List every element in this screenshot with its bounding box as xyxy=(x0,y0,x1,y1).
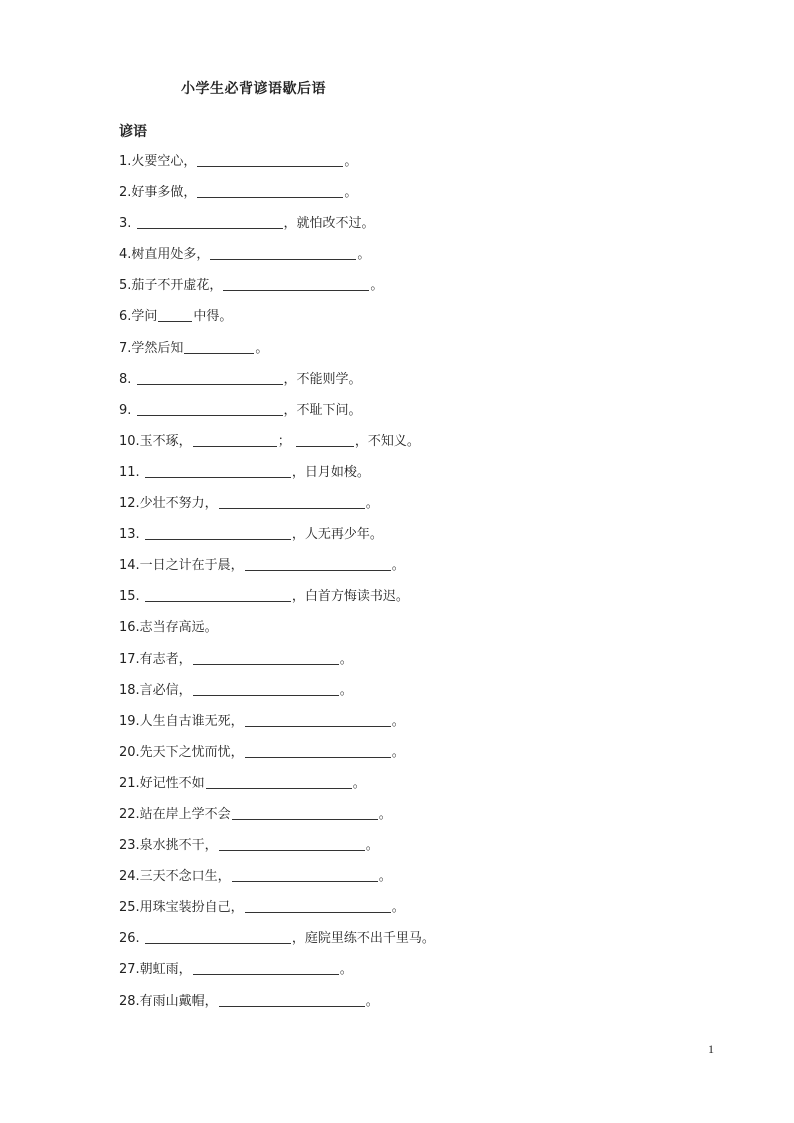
proverb-text: 。 xyxy=(344,154,358,169)
proverb-text: 。 xyxy=(378,869,392,885)
fill-in-blank[interactable] xyxy=(137,370,283,385)
proverb-line xyxy=(119,772,679,803)
proverb-text: 7.学然后知 xyxy=(119,340,184,356)
proverb-text: 。 xyxy=(357,247,371,263)
proverb-line xyxy=(119,958,679,989)
proverb-text: 。 xyxy=(391,900,405,916)
fill-in-blank[interactable] xyxy=(193,650,339,665)
page-title: 小学生必背谚语歇后语 xyxy=(181,81,326,97)
proverb-text: 3. xyxy=(119,216,136,232)
proverb-text: ，不能则学。 xyxy=(283,371,362,387)
proverb-text: 2.好事多做， xyxy=(119,185,197,201)
proverb-text: ； xyxy=(277,433,295,449)
proverb-text: 。 xyxy=(255,340,269,356)
proverb-text: 。 xyxy=(365,993,379,1009)
fill-in-blank[interactable] xyxy=(232,805,378,820)
proverb-text: 。 xyxy=(391,744,405,760)
fill-in-blank[interactable] xyxy=(245,743,391,758)
proverb-text: 。 xyxy=(352,775,366,791)
fill-in-blank[interactable] xyxy=(219,494,365,509)
proverb-text: 14.一日之计在于晨， xyxy=(119,558,244,574)
proverb-text: 。 xyxy=(391,558,405,574)
fill-in-blank[interactable] xyxy=(197,152,343,167)
proverb-text: 。 xyxy=(365,838,379,854)
proverb-text: 6.学问 xyxy=(119,309,158,325)
proverb-line xyxy=(119,803,679,834)
proverb-text: 中得。 xyxy=(193,309,233,325)
proverb-line xyxy=(119,492,679,523)
proverb-text: 26. xyxy=(119,931,144,947)
proverb-text: ，不知义。 xyxy=(354,433,420,449)
proverb-text: ，日月如梭。 xyxy=(291,464,370,480)
fill-in-blank[interactable] xyxy=(210,245,356,260)
fill-in-blank[interactable] xyxy=(197,183,343,198)
proverb-text: 22.站在岸上学不会 xyxy=(119,806,231,822)
page-number: 1 xyxy=(708,1042,714,1056)
proverb-line xyxy=(119,896,679,927)
proverb-text: 19.人生自古谁无死， xyxy=(119,713,244,729)
fill-in-blank[interactable] xyxy=(145,929,291,944)
proverb-text: 13. xyxy=(119,527,144,543)
proverb-line xyxy=(119,679,679,710)
proverb-text: 21.好记性不如 xyxy=(119,775,205,791)
proverb-line xyxy=(119,368,679,399)
fill-in-blank[interactable] xyxy=(158,307,192,322)
fill-in-blank[interactable] xyxy=(193,960,339,975)
proverb-line xyxy=(119,710,679,741)
fill-in-blank[interactable] xyxy=(245,898,391,913)
proverb-line xyxy=(119,461,679,492)
proverb-line xyxy=(119,648,679,679)
proverb-text: 。 xyxy=(339,682,353,698)
proverb-text: 4.树直用处多， xyxy=(119,247,210,263)
fill-in-blank[interactable] xyxy=(223,276,369,291)
proverb-text: 10.玉不琢， xyxy=(119,433,192,449)
proverb-text: ，白首方悔读书迟。 xyxy=(291,589,409,605)
proverb-text: 。 xyxy=(344,185,358,201)
proverb-line xyxy=(119,554,679,585)
fill-in-blank[interactable] xyxy=(145,587,291,602)
proverb-text: 11. xyxy=(119,464,144,480)
proverb-line xyxy=(119,990,679,1021)
fill-in-blank[interactable] xyxy=(206,774,352,789)
fill-in-blank[interactable] xyxy=(296,432,354,447)
fill-in-blank[interactable] xyxy=(193,681,339,696)
proverb-text: ，不耻下问。 xyxy=(283,402,362,418)
fill-in-blank[interactable] xyxy=(245,712,391,727)
proverb-text: 20.先天下之忧而忧， xyxy=(119,744,244,760)
proverb-text: 25.用珠宝装扮自己， xyxy=(119,900,244,916)
proverb-text: 15. xyxy=(119,589,144,605)
proverb-text: 16.志当存高远。 xyxy=(119,620,218,636)
proverb-line xyxy=(119,274,679,305)
proverb-line xyxy=(119,585,679,616)
proverb-text: 。 xyxy=(370,278,384,294)
proverb-line xyxy=(119,865,679,896)
proverb-text: ，庭院里练不出千里马。 xyxy=(291,931,435,947)
proverb-text: 24.三天不念口生， xyxy=(119,869,231,885)
proverb-line xyxy=(119,181,679,212)
proverb-line xyxy=(119,305,679,336)
proverb-list xyxy=(119,150,679,1021)
proverb-line xyxy=(119,243,679,274)
proverb-text: ，就怕改不过。 xyxy=(283,216,375,232)
proverb-text: 1.火要空心， xyxy=(119,154,197,169)
proverb-text: 。 xyxy=(339,962,353,978)
fill-in-blank[interactable] xyxy=(232,867,378,882)
proverb-line xyxy=(119,430,679,461)
proverb-text: ，人无再少年。 xyxy=(291,527,383,543)
proverb-line xyxy=(119,337,679,368)
proverb-text: 5.茄子不开虚花， xyxy=(119,278,223,294)
fill-in-blank[interactable] xyxy=(137,214,283,229)
proverb-text: 。 xyxy=(365,496,379,512)
proverb-text: 12.少壮不努力， xyxy=(119,496,218,512)
section-heading: 谚语 xyxy=(119,124,147,140)
proverb-line xyxy=(119,927,679,958)
fill-in-blank[interactable] xyxy=(245,556,391,571)
proverb-text: 。 xyxy=(391,713,405,729)
proverb-text: 27.朝虹雨， xyxy=(119,962,192,978)
proverb-text: 23.泉水挑不干， xyxy=(119,838,218,854)
fill-in-blank[interactable] xyxy=(145,525,291,540)
proverb-line xyxy=(119,212,679,243)
proverb-line xyxy=(119,741,679,772)
proverb-text: 9. xyxy=(119,402,136,418)
fill-in-blank[interactable] xyxy=(219,836,365,851)
proverb-text: 28.有雨山戴帽， xyxy=(119,993,218,1009)
fill-in-blank[interactable] xyxy=(137,401,283,416)
proverb-line xyxy=(119,616,679,647)
proverb-line xyxy=(119,834,679,865)
fill-in-blank[interactable] xyxy=(145,463,291,478)
proverb-text: 18.言必信， xyxy=(119,682,192,698)
proverb-line xyxy=(119,150,679,181)
proverb-text: 。 xyxy=(378,806,392,822)
proverb-text: 8. xyxy=(119,371,136,387)
fill-in-blank[interactable] xyxy=(193,432,277,447)
proverb-line xyxy=(119,523,679,554)
proverb-text: 。 xyxy=(339,651,353,667)
fill-in-blank[interactable] xyxy=(184,339,254,354)
proverb-text: 17.有志者， xyxy=(119,651,192,667)
proverb-line xyxy=(119,399,679,430)
fill-in-blank[interactable] xyxy=(219,992,365,1007)
